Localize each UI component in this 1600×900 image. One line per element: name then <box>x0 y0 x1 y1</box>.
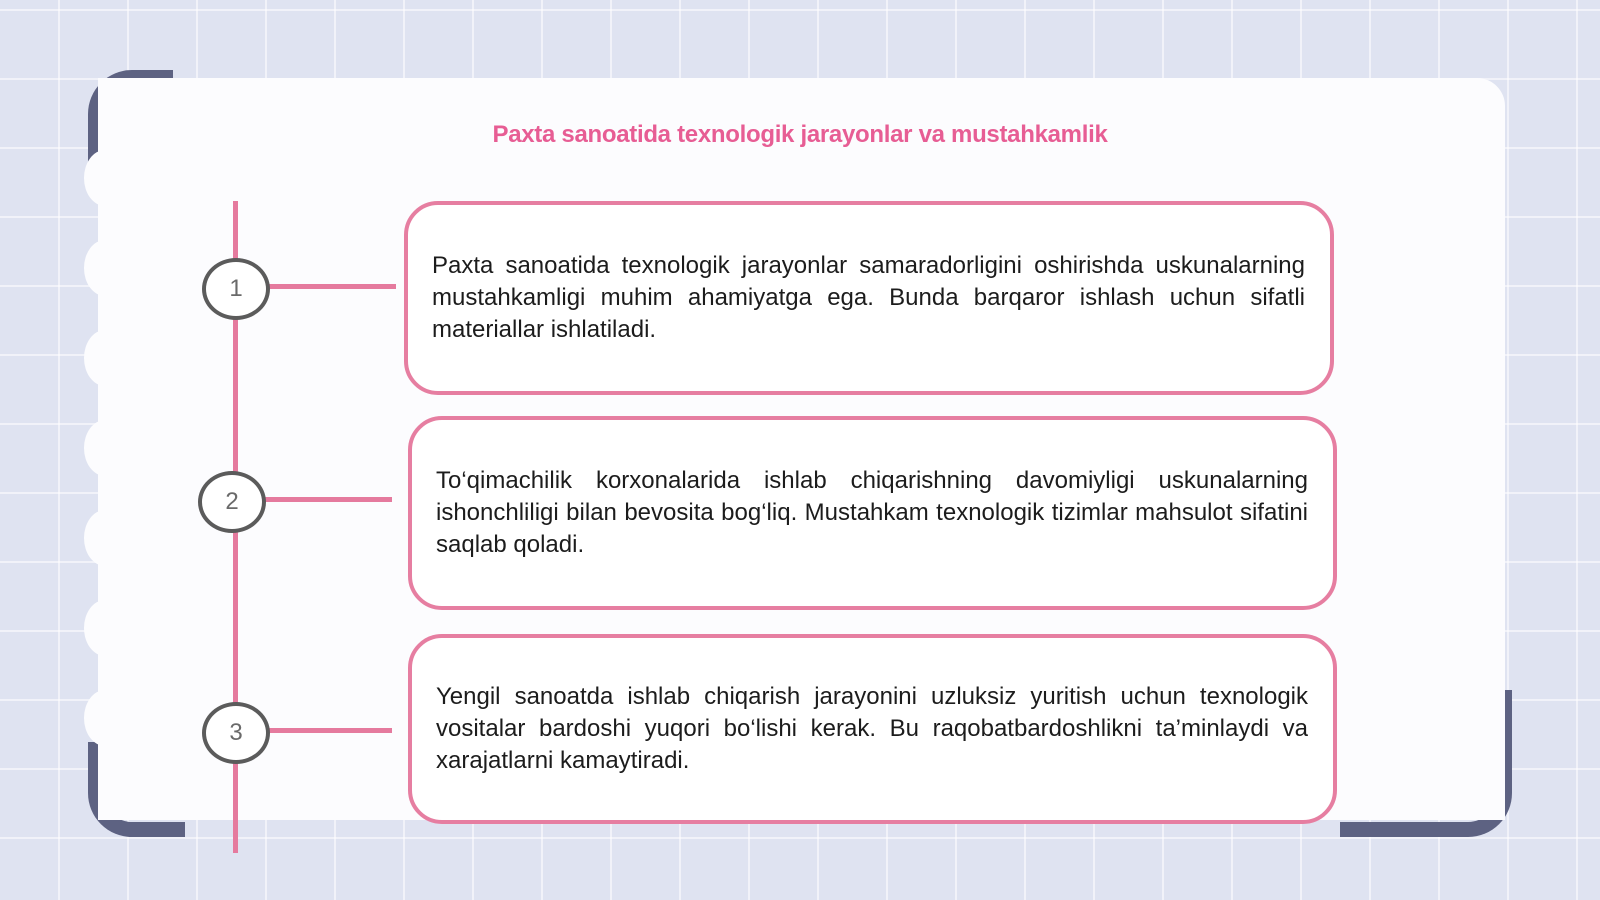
timeline-connector <box>264 728 392 733</box>
paper-scallop <box>84 600 126 656</box>
paper-scallop <box>84 240 126 296</box>
step-card-text: Yengil sanoatda ishlab chiqarish jarayonini uzluksiz yuritish uchun texnologik vositalar bardoshi yuqori bo‘lishi kerak. Bu raqobatbardoshlikni ta’minlaydi va xarajatlarni kamaytiradi. <box>436 683 1308 774</box>
step-card-text: Paxta sanoatida texnologik jarayonlar samaradorligini oshirishda uskunalarning mustahkamligi muhim ahamiyatga ega. Bunda barqaror ishlash uchun sifatli materiallar ishlatiladi. <box>432 252 1305 343</box>
paper-scallop <box>84 420 126 476</box>
step-card <box>408 416 1337 610</box>
paper-scallop <box>84 510 126 566</box>
timeline-connector <box>264 284 396 289</box>
step-card-text: To‘qimachilik korxonalarida ishlab chiqarishning davomiyligi uskunalarning ishonchliligi bilan bevosita bog‘liq. Mustahkam texnologik tizimlar mahsulot sifatini saqlab qoladi. <box>436 467 1308 558</box>
step-card <box>408 634 1337 824</box>
step-card <box>404 201 1334 395</box>
step-number-badge: 2 <box>198 471 266 533</box>
step-number-badge: 3 <box>202 702 270 764</box>
paper-scallop <box>84 330 126 386</box>
paper-scallop <box>84 690 126 746</box>
paper-scallop <box>84 150 126 206</box>
step-number-badge: 1 <box>202 258 270 320</box>
slide-title: Paxta sanoatida texnologik jarayonlar va mustahkamlik <box>492 121 1108 148</box>
timeline-connector <box>260 497 392 502</box>
